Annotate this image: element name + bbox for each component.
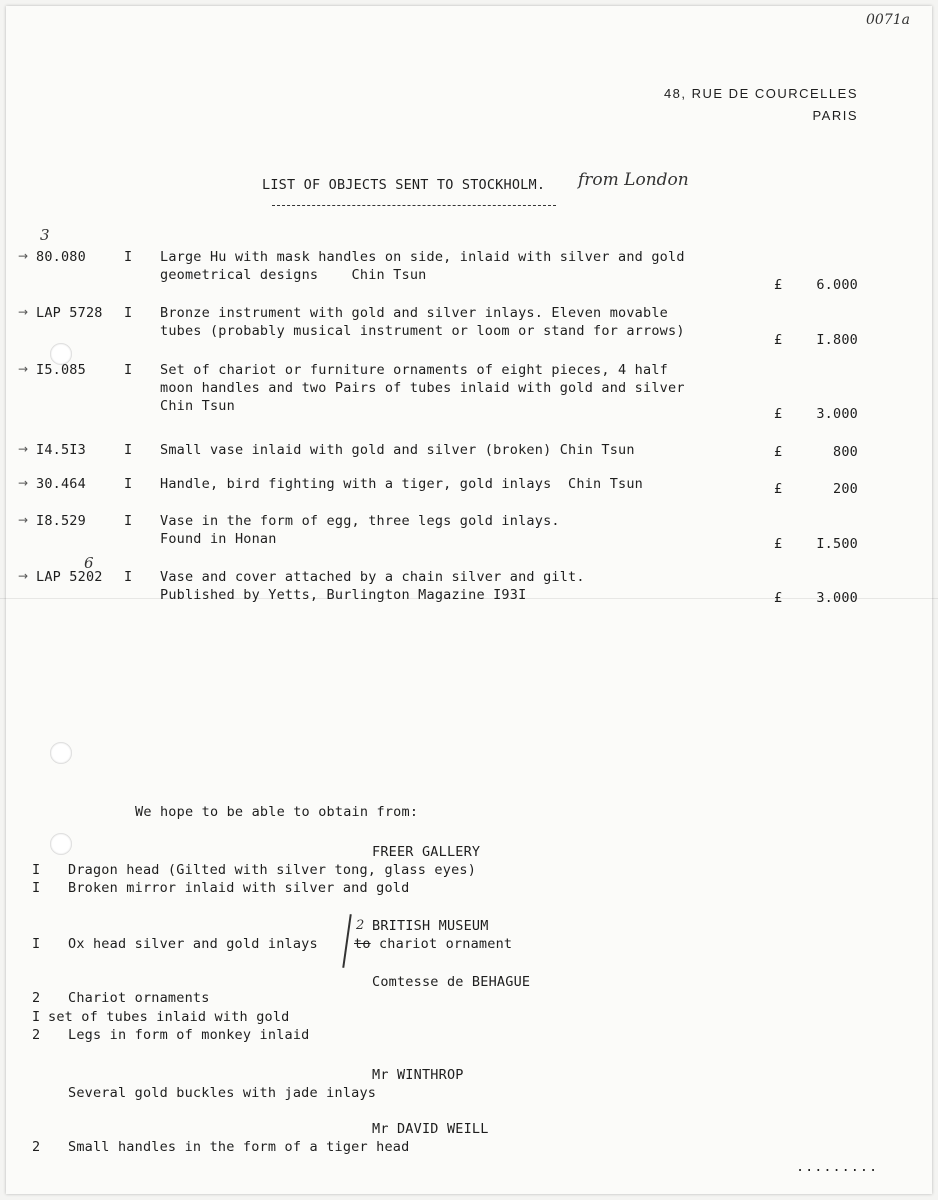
british-item-text: Ox head silver and gold inlays [68,936,318,952]
check-mark-icon: → [18,476,29,490]
object-description-line: Large Hu with mask handles on side, inlaid with silver and gold [160,249,685,265]
british-item-qty: I [32,936,41,952]
object-number: LAP 5728 [36,305,103,321]
weill-item-text: Small handles in the form of a tiger head [68,1139,410,1155]
object-price: 800 [833,444,858,460]
handwritten-correction: 2 [356,918,365,933]
object-description-line: tubes (probably musical instrument or loom or stand for arrows) [160,323,685,339]
punch-hole [50,833,72,855]
object-volume: I [124,442,133,458]
object-number: I4.5I3 [36,442,86,458]
british-item-continuation: chariot ornament [370,936,513,952]
winthrop-item-text: Several gold buckles with jade inlays [68,1085,377,1101]
object-description-line: Small vase inlaid with gold and silver (broken) Chin Tsun [160,442,635,458]
address-street: 48, RUE DE COURCELLES [663,86,858,101]
currency-symbol: £ [774,444,783,460]
freer-item-text: Dragon head (Gilted with silver tong, glass eyes) [68,862,477,878]
object-description-line: Found in Honan [160,531,277,547]
object-description-line: Bronze instrument with gold and silver inlays. Eleven movable [160,305,668,321]
document-reference: 0071a [866,12,910,28]
hope-text: We hope to be able to obtain from: [135,804,419,820]
address-city: PARIS [812,108,858,123]
currency-symbol: £ [774,332,783,348]
handwritten-mark: 6 [84,554,94,572]
freer-item-qty: I [32,880,41,896]
weill-item-qty: 2 [32,1139,41,1155]
object-volume: I [124,513,133,529]
object-number: I8.529 [36,513,86,529]
check-mark-icon: → [18,513,29,527]
source-winthrop: Mr WINTHROP [372,1067,464,1083]
currency-symbol: £ [774,536,783,552]
object-volume: I [124,362,133,378]
source-david-weill: Mr DAVID WEILL [372,1121,489,1137]
check-mark-icon: → [18,362,29,376]
check-mark-icon: → [18,569,29,583]
currency-symbol: £ [774,277,783,293]
object-description-line: Chin Tsun [160,398,235,414]
behague-item-qty: 2 [32,990,41,1006]
handwritten-annotation: from London [578,170,689,190]
punch-hole [50,742,72,764]
object-number: I5.085 [36,362,86,378]
behague-item-qty: I [32,1009,41,1025]
object-description-line: geometrical designs Chin Tsun [160,267,427,283]
check-mark-icon: → [18,442,29,456]
object-description-line: Vase and cover attached by a chain silver and gilt. [160,569,585,585]
check-mark-icon: → [18,249,29,263]
freer-item-text: Broken mirror inlaid with silver and gold [68,880,410,896]
object-price: 6.000 [816,277,858,293]
source-behague: Comtesse de BEHAGUE [372,974,531,990]
page-title: LIST OF OBJECTS SENT TO STOCKHOLM. [262,177,546,193]
object-price: 3.000 [816,590,858,606]
freer-item-qty: I [32,862,41,878]
currency-symbol: £ [774,481,783,497]
source-freer-gallery: FREER GALLERY [372,844,481,860]
continuation-dots: ......... [796,1159,879,1175]
object-price: I.500 [816,536,858,552]
object-volume: I [124,476,133,492]
object-price: I.800 [816,332,858,348]
object-price: 3.000 [816,406,858,422]
behague-item-text: Chariot ornaments [68,990,210,1006]
currency-symbol: £ [774,590,783,606]
title-underline [272,205,556,206]
object-volume: I [124,569,133,585]
object-description-line: Published by Yetts, Burlington Magazine I93I [160,587,527,603]
behague-item-qty: 2 [32,1027,41,1043]
object-number: LAP 5202 [36,569,103,585]
behague-item-text: set of tubes inlaid with gold [48,1009,290,1025]
check-mark-icon: → [18,305,29,319]
object-volume: I [124,305,133,321]
object-description-line: Handle, bird fighting with a tiger, gold inlays Chin Tsun [160,476,644,492]
handwritten-mark: 3 [40,226,50,244]
object-volume: I [124,249,133,265]
british-item-rest [354,935,512,953]
source-british-museum: BRITISH MUSEUM [372,918,489,934]
object-description-line: Set of chariot or furniture ornaments of eight pieces, 4 half [160,362,668,378]
object-number: 30.464 [36,476,86,492]
object-description-line: moon handles and two Pairs of tubes inlaid with gold and silver [160,380,685,396]
object-description-line: Vase in the form of egg, three legs gold inlays. [160,513,560,529]
object-price: 200 [833,481,858,497]
behague-item-text: Legs in form of monkey inlaid [68,1027,310,1043]
struck-word: to [354,936,371,952]
object-number: 80.080 [36,249,86,265]
currency-symbol: £ [774,406,783,422]
